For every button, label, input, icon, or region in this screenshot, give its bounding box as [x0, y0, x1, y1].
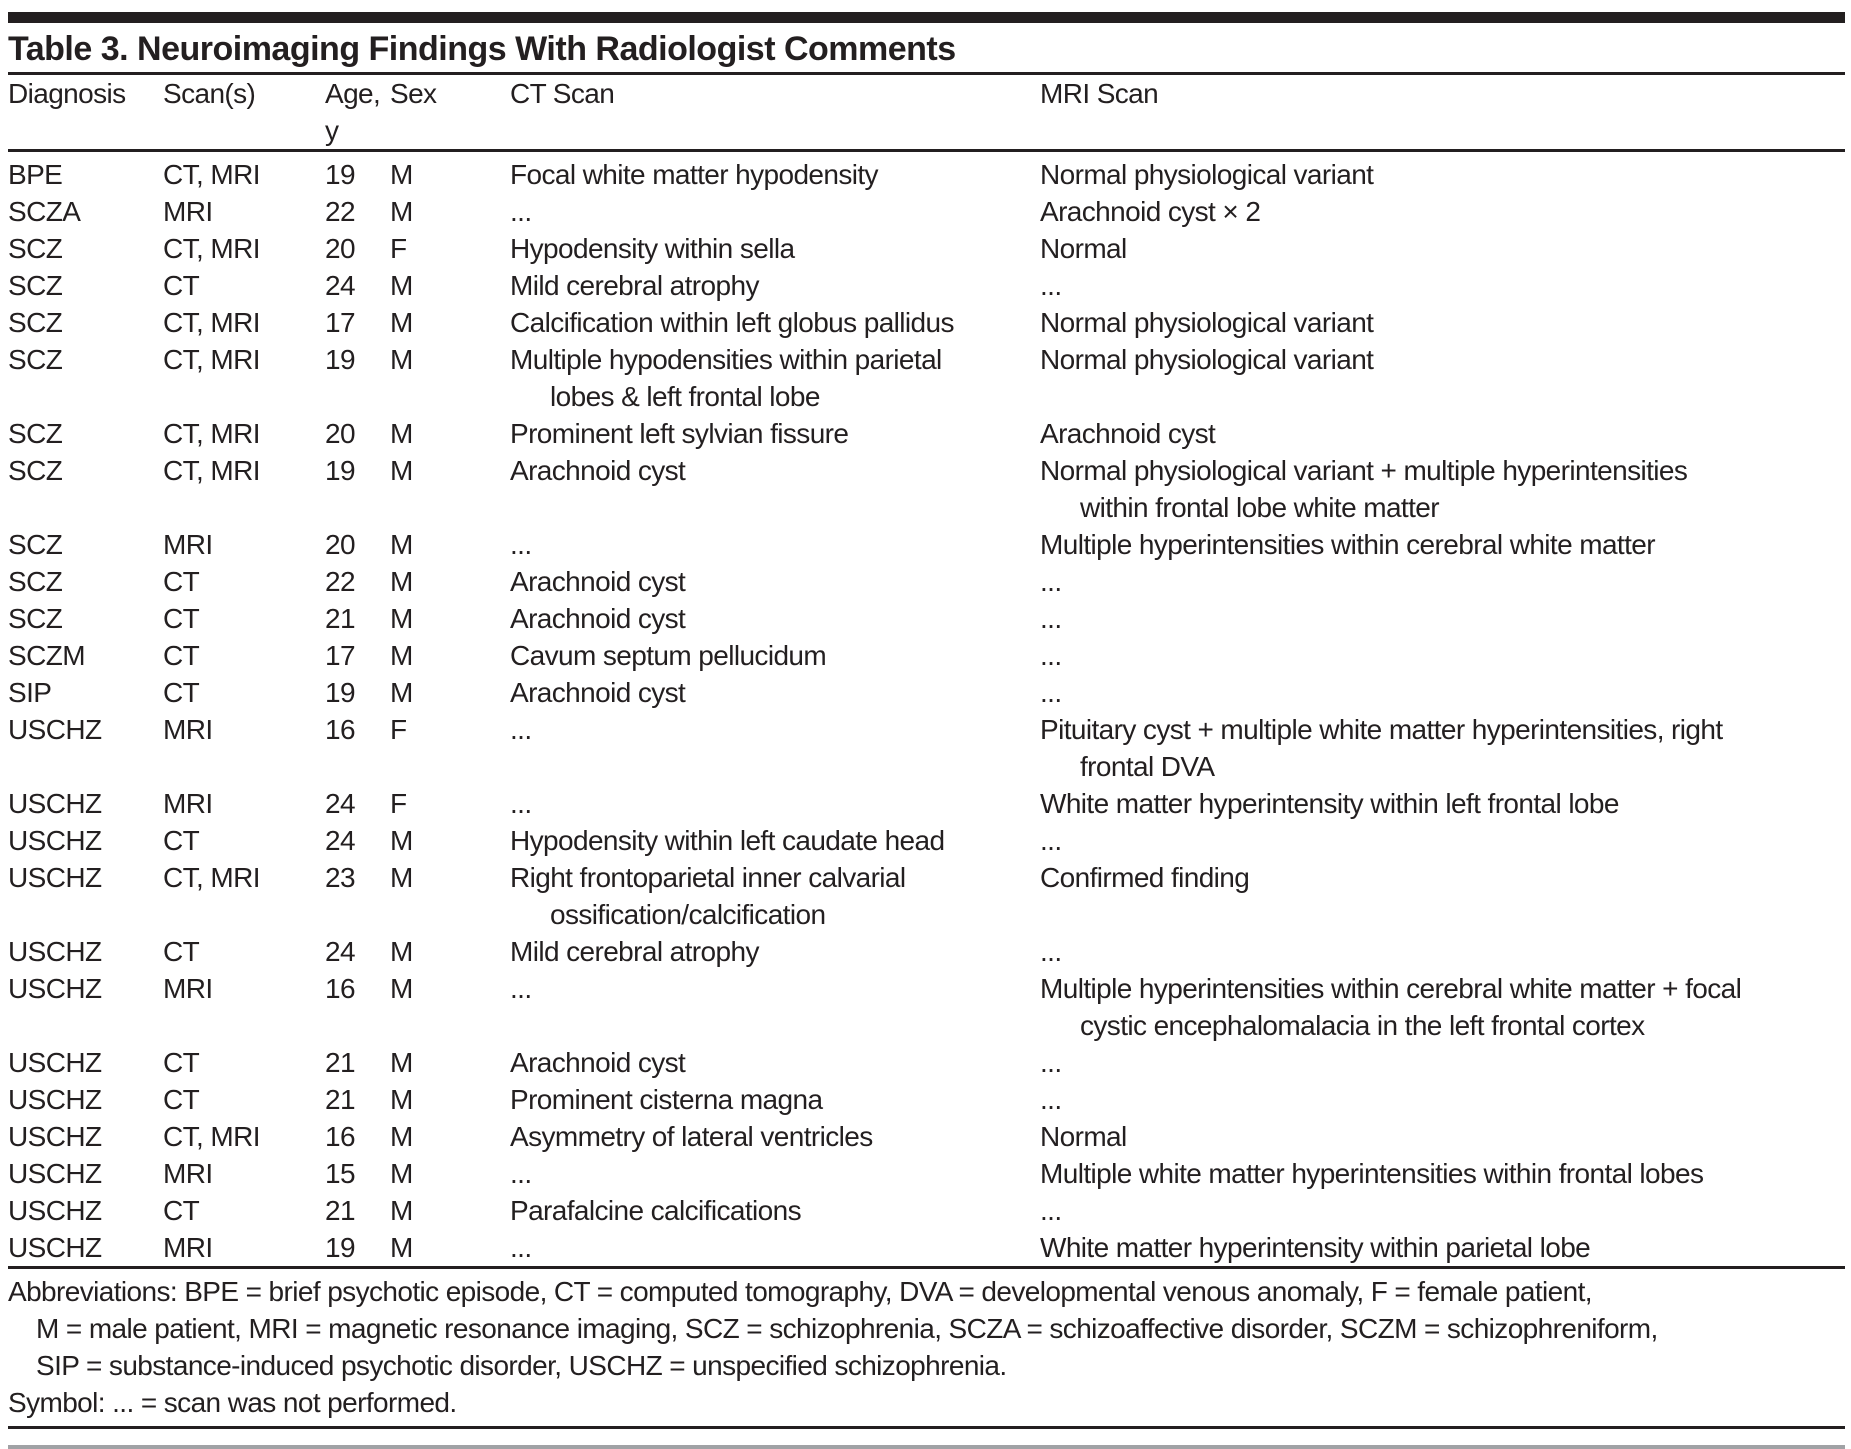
cell-diagnosis: USCHZ [8, 1195, 102, 1226]
cell-diagnosis: USCHZ [8, 862, 102, 893]
cell-diagnosis: USCHZ [8, 1232, 102, 1263]
cell-sex: M [390, 307, 413, 338]
cell-diagnosis: SCZ [8, 455, 63, 486]
cell-scans: CT [163, 603, 200, 634]
cell-mri-scan: Normal [1040, 1121, 1127, 1152]
cell-mri-scan: ... [1040, 936, 1062, 967]
cell-diagnosis: BPE [8, 159, 63, 190]
cell-ct-scan: Multiple hypodensities within parietal lobes & left frontal lobe [510, 341, 1040, 415]
footnote-line: SIP = substance-induced psychotic disorder, USCHZ = unspecified schizophrenia. [36, 1350, 1007, 1381]
table-row [8, 415, 1845, 452]
table-row [8, 304, 1845, 341]
cell-diagnosis: USCHZ [8, 1084, 102, 1115]
cell-mri-scan: Multiple white matter hyperintensities within frontal lobes [1040, 1158, 1704, 1189]
cell-ct-scan: Focal white matter hypodensity [510, 159, 878, 190]
cell-ct-scan: Mild cerebral atrophy [510, 270, 759, 301]
cell-diagnosis: SCZ [8, 529, 63, 560]
cell-diagnosis: USCHZ [8, 973, 102, 1004]
cell-sex: F [390, 714, 407, 745]
cell-mri-scan: Normal [1040, 233, 1127, 264]
table-row [8, 1155, 1845, 1192]
cell-scans: CT [163, 936, 200, 967]
cell-age: 21 [325, 1195, 355, 1226]
cell-sex: M [390, 1121, 413, 1152]
cell-ct-scan: Arachnoid cyst [510, 566, 686, 597]
cell-ct-scan: ... [510, 1232, 532, 1263]
footnote-line: Symbol: ... = scan was not performed. [8, 1387, 457, 1418]
cell-age: 19 [325, 344, 355, 375]
cell-age: 23 [325, 862, 355, 893]
cell-scans: CT [163, 566, 200, 597]
cell-diagnosis: USCHZ [8, 788, 102, 819]
cell-sex: M [390, 1158, 413, 1189]
cell-sex: M [390, 1084, 413, 1115]
cell-mri-scan: Confirmed finding [1040, 862, 1250, 893]
table-row [8, 637, 1845, 674]
table-row [8, 267, 1845, 304]
cell-sex: M [390, 640, 413, 671]
cell-sex: M [390, 455, 413, 486]
column-header-age: Age, y [325, 75, 390, 151]
cell-ct-scan: ... [510, 973, 532, 1004]
cell-diagnosis: USCHZ [8, 825, 102, 856]
cell-age: 22 [325, 196, 355, 227]
table-header [8, 75, 1845, 151]
cell-mri-scan: ... [1040, 640, 1062, 671]
cell-ct-scan: ... [510, 196, 532, 227]
footnotes [8, 1269, 1845, 1421]
cell-scans: CT, MRI [163, 455, 260, 486]
table-row [8, 341, 1845, 415]
cell-diagnosis: SCZ [8, 566, 63, 597]
cell-diagnosis: USCHZ [8, 714, 102, 745]
column-header-sex: Sex [390, 75, 510, 151]
cell-ct-scan: Arachnoid cyst [510, 603, 686, 634]
column-header-scans: Scan(s) [163, 75, 325, 151]
cell-ct-scan: Parafalcine calcifications [510, 1195, 801, 1226]
cell-sex: M [390, 529, 413, 560]
cell-age: 24 [325, 788, 355, 819]
top-rule [8, 12, 1845, 23]
cell-continuation-line: lobes & left frontal lobe [550, 381, 820, 412]
cell-diagnosis: SCZ [8, 233, 63, 264]
cell-mri-scan: Pituitary cyst + multiple white matter hyperintensities, right frontal DVA [1040, 711, 1845, 785]
cell-mri-scan: ... [1040, 1047, 1062, 1078]
cell-mri-scan: White matter hyperintensity within left frontal lobe [1040, 788, 1619, 819]
cell-age: 21 [325, 603, 355, 634]
cell-mri-scan: Arachnoid cyst × 2 [1040, 196, 1261, 227]
table-row [8, 452, 1845, 526]
cell-sex: M [390, 1195, 413, 1226]
table-row [8, 1192, 1845, 1229]
cell-scans: MRI [163, 196, 213, 227]
cell-age: 16 [325, 714, 355, 745]
cell-sex: M [390, 159, 413, 190]
cell-sex: M [390, 677, 413, 708]
table-row [8, 674, 1845, 711]
table-row [8, 1229, 1845, 1268]
cell-ct-scan: Asymmetry of lateral ventricles [510, 1121, 873, 1152]
cell-mri-scan: ... [1040, 677, 1062, 708]
table-row [8, 859, 1845, 933]
cell-age: 24 [325, 936, 355, 967]
cell-diagnosis: SCZ [8, 344, 63, 375]
cell-age: 19 [325, 1232, 355, 1263]
table-row [8, 822, 1845, 859]
cell-ct-scan: Prominent left sylvian fissure [510, 418, 849, 449]
cell-ct-scan: Arachnoid cyst [510, 455, 686, 486]
table-row [8, 1044, 1845, 1081]
cell-scans: CT, MRI [163, 1121, 260, 1152]
cell-ct-scan: Arachnoid cyst [510, 677, 686, 708]
cell-age: 20 [325, 418, 355, 449]
table-row [8, 151, 1845, 194]
cell-diagnosis: SCZ [8, 270, 63, 301]
cell-diagnosis: USCHZ [8, 1158, 102, 1189]
cell-diagnosis: USCHZ [8, 1121, 102, 1152]
cell-ct-scan: Hypodensity within left caudate head [510, 825, 945, 856]
cell-mri-scan: Multiple hyperintensities within cerebral white matter [1040, 529, 1655, 560]
cell-mri-scan: Normal physiological variant [1040, 307, 1374, 338]
header-row [8, 75, 1845, 151]
cell-ct-scan: ... [510, 714, 532, 745]
cell-mri-scan: Normal physiological variant [1040, 344, 1374, 375]
cell-mri-scan: ... [1040, 566, 1062, 597]
cell-scans: CT, MRI [163, 344, 260, 375]
cell-mri-scan: ... [1040, 1195, 1062, 1226]
table-row [8, 563, 1845, 600]
cell-diagnosis: SCZ [8, 307, 63, 338]
cell-sex: M [390, 603, 413, 634]
cell-mri-scan: Normal physiological variant + multiple hyperintensities within frontal lobe white matter [1040, 452, 1845, 526]
cell-scans: CT [163, 1084, 200, 1115]
bottom-gray-rule [8, 1445, 1845, 1449]
cell-age: 16 [325, 1121, 355, 1152]
cell-age: 21 [325, 1084, 355, 1115]
cell-sex: M [390, 936, 413, 967]
cell-age: 20 [325, 233, 355, 264]
table-body [8, 151, 1845, 1268]
cell-scans: CT [163, 677, 200, 708]
cell-diagnosis: USCHZ [8, 936, 102, 967]
table-title: Table 3. Neuroimaging Findings With Radiologist Comments [8, 30, 956, 68]
table-figure [0, 12, 1851, 1434]
cell-mri-scan: Multiple hyperintensities within cerebral white matter + focal cystic encephalomalacia in the left frontal cortex [1040, 970, 1845, 1044]
cell-diagnosis: SCZ [8, 418, 63, 449]
table-row [8, 933, 1845, 970]
cell-age: 19 [325, 677, 355, 708]
cell-age: 21 [325, 1047, 355, 1078]
cell-scans: MRI [163, 973, 213, 1004]
cell-scans: CT [163, 640, 200, 671]
cell-scans: CT [163, 270, 200, 301]
cell-diagnosis: USCHZ [8, 1047, 102, 1078]
cell-age: 15 [325, 1158, 355, 1189]
cell-age: 16 [325, 973, 355, 1004]
cell-sex: M [390, 270, 413, 301]
cell-ct-scan: Right frontoparietal inner calvarial ossification/calcification [510, 859, 1040, 933]
cell-age: 17 [325, 307, 355, 338]
column-header-mri-scan: MRI Scan [1040, 75, 1845, 151]
cell-ct-scan: ... [510, 788, 532, 819]
cell-scans: CT, MRI [163, 862, 260, 893]
table-row [8, 970, 1845, 1044]
table-row [8, 600, 1845, 637]
cell-ct-scan: Mild cerebral atrophy [510, 936, 759, 967]
cell-age: 19 [325, 455, 355, 486]
cell-scans: CT, MRI [163, 233, 260, 264]
neuroimaging-findings-table [8, 75, 1845, 1269]
column-header-ct-scan: CT Scan [510, 75, 1040, 151]
cell-scans: MRI [163, 529, 213, 560]
cell-sex: M [390, 825, 413, 856]
cell-scans: CT, MRI [163, 159, 260, 190]
cell-mri-scan: Normal physiological variant [1040, 159, 1374, 190]
cell-sex: M [390, 862, 413, 893]
table-row [8, 785, 1845, 822]
cell-sex: M [390, 566, 413, 597]
cell-ct-scan: Prominent cisterna magna [510, 1084, 823, 1115]
cell-ct-scan: ... [510, 529, 532, 560]
table-row [8, 711, 1845, 785]
cell-ct-scan: Hypodensity within sella [510, 233, 795, 264]
cell-mri-scan: ... [1040, 1084, 1062, 1115]
footer-rule [8, 1426, 1845, 1429]
cell-scans: CT, MRI [163, 307, 260, 338]
cell-ct-scan: Calcification within left globus pallidus [510, 307, 954, 338]
cell-scans: MRI [163, 788, 213, 819]
cell-age: 22 [325, 566, 355, 597]
cell-age: 19 [325, 159, 355, 190]
cell-scans: CT [163, 1047, 200, 1078]
cell-scans: MRI [163, 714, 213, 745]
cell-ct-scan: Arachnoid cyst [510, 1047, 686, 1078]
cell-mri-scan: ... [1040, 270, 1062, 301]
cell-age: 17 [325, 640, 355, 671]
cell-continuation-line: cystic encephalomalacia in the left frontal cortex [1080, 1010, 1645, 1041]
cell-age: 24 [325, 825, 355, 856]
cell-age: 20 [325, 529, 355, 560]
cell-sex: M [390, 344, 413, 375]
table-row [8, 230, 1845, 267]
cell-continuation-line: frontal DVA [1080, 751, 1215, 782]
table-row [8, 1118, 1845, 1155]
cell-mri-scan: ... [1040, 603, 1062, 634]
cell-diagnosis: SIP [8, 677, 52, 708]
cell-scans: CT, MRI [163, 418, 260, 449]
cell-continuation-line: within frontal lobe white matter [1080, 492, 1439, 523]
cell-ct-scan: Cavum septum pellucidum [510, 640, 827, 671]
cell-mri-scan: ... [1040, 825, 1062, 856]
cell-sex: M [390, 973, 413, 1004]
cell-diagnosis: SCZA [8, 196, 81, 227]
column-header-diagnosis: Diagnosis [8, 75, 163, 151]
footnote-line: Abbreviations: BPE = brief psychotic episode, CT = computed tomography, DVA = developmental venous anomaly, F = female patient, [8, 1276, 1592, 1307]
cell-ct-scan: ... [510, 1158, 532, 1189]
cell-sex: M [390, 1232, 413, 1263]
table-row [8, 1081, 1845, 1118]
cell-continuation-line: ossification/calcification [550, 899, 826, 930]
cell-sex: M [390, 196, 413, 227]
cell-diagnosis: SCZ [8, 603, 63, 634]
table-row [8, 193, 1845, 230]
cell-diagnosis: SCZM [8, 640, 85, 671]
cell-sex: F [390, 233, 407, 264]
cell-age: 24 [325, 270, 355, 301]
cell-mri-scan: Arachnoid cyst [1040, 418, 1216, 449]
cell-sex: M [390, 418, 413, 449]
cell-sex: F [390, 788, 407, 819]
cell-scans: MRI [163, 1232, 213, 1263]
cell-scans: CT [163, 1195, 200, 1226]
cell-sex: M [390, 1047, 413, 1078]
cell-scans: MRI [163, 1158, 213, 1189]
cell-mri-scan: White matter hyperintensity within parietal lobe [1040, 1232, 1591, 1263]
cell-scans: CT [163, 825, 200, 856]
footnote-line: M = male patient, MRI = magnetic resonance imaging, SCZ = schizophrenia, SCZA = schizoaffective disorder, SCZM = schizophreniform, [36, 1313, 1658, 1344]
table-row [8, 526, 1845, 563]
